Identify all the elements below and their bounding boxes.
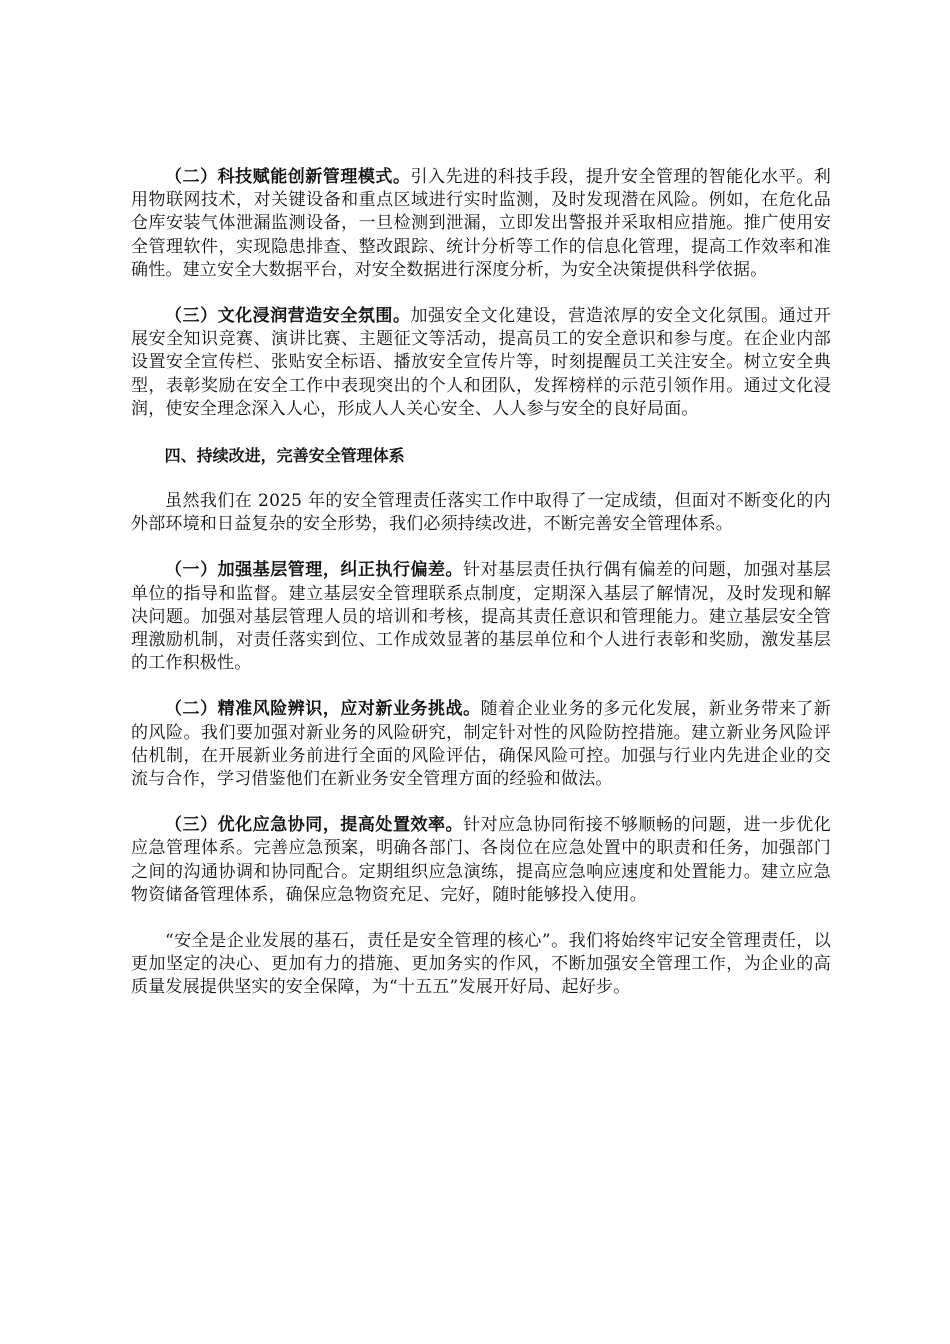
paragraph-grassroots-management bbox=[131, 559, 831, 675]
paragraph-body: 针对基层责任执行偶有偏差的问题，加强对基层单位的指导和监督。建立基层安全管理联系点制度，定期深入基层了解情况，及时发现和解决问题。加强对基层管理人员的培训和考核，提高其责任意识和管理能力。建立基层安全管理激励机制，对责任落实到位、工作成效显著的基层单位和个人进行表彰和奖励，激发基层的工作积极性。 bbox=[131, 560, 831, 674]
document-page bbox=[131, 166, 831, 1000]
paragraph-culture-atmosphere bbox=[131, 305, 831, 421]
paragraph-body: 加强安全文化建设，营造浓厚的安全文化氛围。通过开展安全知识竞赛、演讲比赛、主题征文等活动，提高员工的安全意识和参与度。在企业内部设置安全宣传栏、张贴安全标语、播放安全宣传片等，时刻提醒员工关注安全。树立安全典型，表彰奖励在安全工作中表现突出的个人和团队，发挥榜样的示范引领作用。通过文化浸润，使安全理念深入人心，形成人人关心安全、人人参与安全的良好局面。 bbox=[131, 306, 831, 419]
paragraph-body: “安全是企业发展的基石，责任是安全管理的核心”。我们将始终牢记安全管理责任，以更加坚定的决心、更加有力的措施、更加务实的作风，不断加强安全管理工作，为企业的高质量发展提供坚实的安全保障，为“十五五”发展开好局、起好步。 bbox=[131, 931, 831, 998]
paragraph-intro-continuous-improvement bbox=[131, 490, 831, 536]
paragraph-closing bbox=[131, 930, 831, 1000]
section-heading: 四、持续改进，完善安全管理体系 bbox=[164, 446, 405, 466]
paragraph-lead-title: （三）文化浸润营造安全氛围。 bbox=[165, 306, 411, 327]
paragraph-lead-title: （三）优化应急协同，提高处置效率。 bbox=[165, 815, 464, 836]
paragraph-lead-title: （二）科技赋能创新管理模式。 bbox=[165, 167, 411, 187]
paragraph-lead-title: （一）加强基层管理，纠正执行偏差。 bbox=[165, 560, 464, 581]
paragraph-body: 虽然我们在 2025 年的安全管理责任落实工作中取得了一定成绩，但面对不断变化的内外部环境和日益复杂的安全形势，我们必须持续改进，不断完善安全管理体系。 bbox=[131, 491, 831, 535]
paragraph-emergency-coordination bbox=[131, 814, 831, 907]
paragraph-body: 随着企业业务的多元化发展，新业务带来了新的风险。我们要加强对新业务的风险研究，制定针对性的风险防控措施。建立新业务风险评估机制，在开展新业务前进行全面的风险评估，确保风险可控。加强与行业内先进企业的交流与合作，学习借鉴他们在新业务安全管理方面的经验和做法。 bbox=[131, 699, 832, 790]
paragraph-lead-title: （二）精准风险辨识，应对新业务挑战。 bbox=[165, 699, 481, 720]
paragraph-body: 引入先进的科技手段，提升安全管理的智能化水平。利用物联网技术，对关键设备和重点区域进行实时监测，及时发现潜在风险。例如，在危化品仓库安装气体泄漏监测设备，一旦检测到泄漏，立即发出警报并采取相应措施。推广使用安全管理软件，实现隐患排查、整改跟踪、统计分析等工作的信息化管理，提高工作效率和准确性。建立安全大数据平台，对安全数据进行深度分析，为安全决策提供科学依据。 bbox=[131, 167, 831, 280]
paragraph-tech-empowerment bbox=[131, 166, 831, 282]
paragraph-body: 针对应急协同衔接不够顺畅的问题，进一步优化应急管理体系。完善应急预案，明确各部门、各岗位在应急处置中的职责和任务，加强部门之间的沟通协调和协同配合。定期组织应急演练，提高应急响应速度和处置能力。建立应急物资储备管理体系，确保应急物资充足、完好，随时能够投入使用。 bbox=[131, 815, 831, 905]
paragraph-risk-identification bbox=[131, 698, 831, 791]
